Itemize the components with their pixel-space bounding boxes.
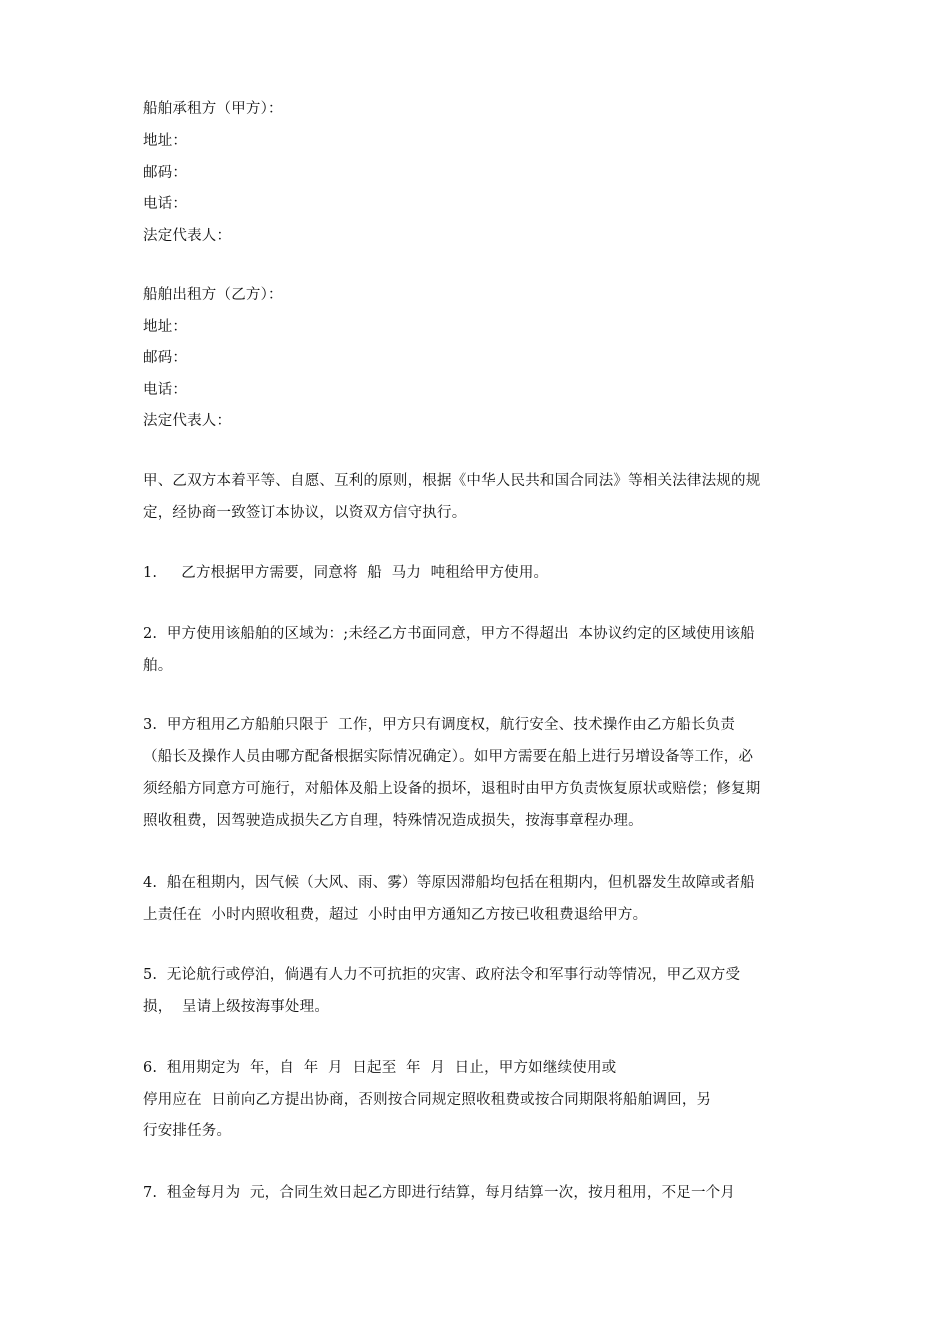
party-a-legal-rep: 法定代表人：: [143, 228, 232, 244]
clause-line: 4. 船在租期内，因气候（大风、雨、雾）等原因滞船均包括在租期内，但机器发生故障或者船: [143, 875, 755, 891]
clause-line: 行安排任务。: [143, 1123, 232, 1139]
clause-line: 2. 甲方使用该船舶的区域为：;未经乙方书面同意，甲方不得超出 本协议约定的区域使用该船: [143, 626, 755, 642]
clause-line: 上责任在 小时内照收租费，超过 小时由甲方通知乙方按已收租费退给甲方。: [143, 907, 648, 923]
clause-line: 损， 呈请上级按海事处理。: [143, 999, 330, 1015]
party-b-postcode: 邮码：: [143, 350, 188, 366]
clause-line: 停用应在 日前向乙方提出协商，否则按合同规定照收租费或按合同期限将船舶调回，另: [143, 1092, 712, 1108]
clause-line: 6. 租用期定为 年，自 年 月 日起至 年 月 日止，甲方如继续使用或: [143, 1060, 617, 1076]
clause-line: （船长及操作人员由哪方配备根据实际情况确定）。如甲方需要在船上进行另增设备等工作，必: [143, 749, 754, 765]
party-a-title: 船舶承租方（甲方）：: [143, 101, 283, 117]
party-a-phone: 电话：: [143, 196, 188, 212]
party-a-postcode: 邮码：: [143, 165, 188, 181]
clause-line: 3. 甲方租用乙方船舶只限于 工作，甲方只有调度权，航行安全、技术操作由乙方船长负责: [143, 717, 736, 733]
party-a-address: 地址：: [143, 133, 188, 149]
party-b-phone: 电话：: [143, 382, 188, 398]
clause-line: 舶。: [143, 658, 173, 674]
preamble-line: 甲、乙双方本着平等、自愿、互利的原则，根据《中华人民共和国合同法》等相关法律法规的规: [143, 473, 761, 489]
party-b-title: 船舶出租方（乙方）：: [143, 287, 283, 303]
clause-line: 须经船方同意方可施行，对船体及船上设备的损坏，退租时由甲方负责恢复原状或赔偿；修复期: [143, 781, 761, 797]
party-b-legal-rep: 法定代表人：: [143, 413, 232, 429]
clause-line: 5. 无论航行或停泊，倘遇有人力不可抗拒的灾害、政府法令和军事行动等情况，甲乙双方受: [143, 967, 741, 983]
clause-line: 照收租费，因驾驶造成损失乙方自理，特殊情况造成损失，按海事章程办理。: [143, 813, 643, 829]
preamble-line: 定，经协商一致签订本协议，以资双方信守执行。: [143, 505, 467, 521]
clause-line: 7. 租金每月为 元，合同生效日起乙方即进行结算，每月结算一次，按月租用，不足一个月: [143, 1185, 736, 1201]
party-b-address: 地址：: [143, 319, 188, 335]
clause-line: 1. 乙方根据甲方需要，同意将 船 马力 吨租给甲方使用。: [143, 565, 549, 581]
